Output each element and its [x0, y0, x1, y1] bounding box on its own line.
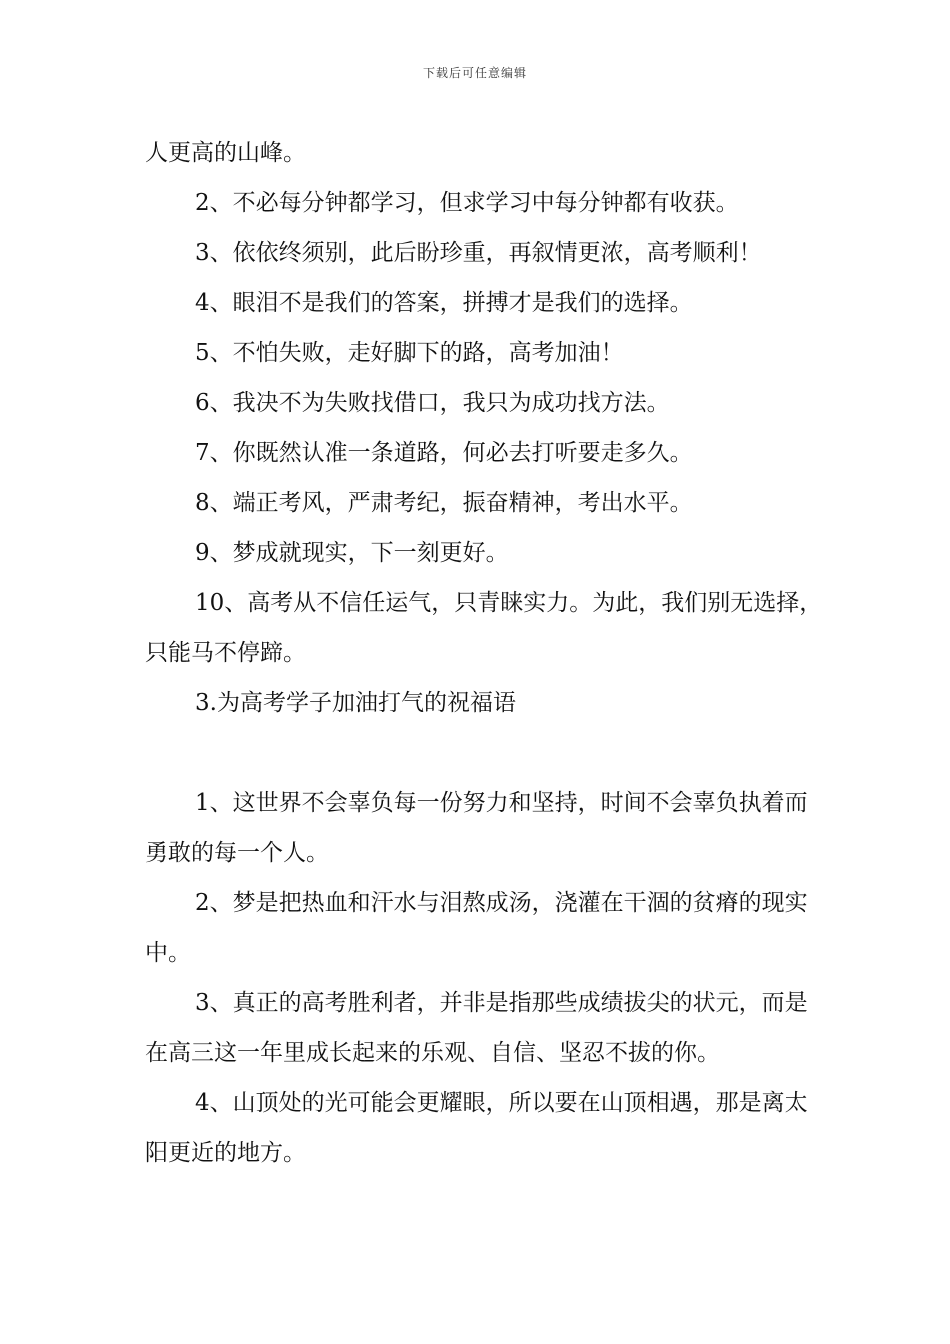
- blank-line: [145, 728, 825, 778]
- paragraph-continuation: 人更高的山峰。: [145, 140, 306, 166]
- list-item: 1、这世界不会辜负每一份努力和坚持，时间不会辜负执着而勇敢的每一个人。: [145, 790, 808, 866]
- list-item: 3、依依终须别，此后盼珍重，再叙情更浓，高考顺利！: [195, 240, 762, 266]
- list-item: 8、端正考风，严肃考纪，振奋精神，考出水平。: [195, 490, 693, 516]
- section-heading: 3.为高考学子加油打气的祝福语: [195, 690, 516, 716]
- page-header: 下载后可任意编辑: [422, 66, 527, 80]
- list-item: 7、你既然认准一条道路，何必去打听要走多久。: [195, 440, 693, 466]
- list-item: 10、高考从不信任运气，只青睐实力。为此，我们别无选择，只能马不停蹄。: [145, 590, 823, 666]
- list-item: 6、我决不为失败找借口，我只为成功找方法。: [195, 390, 670, 416]
- list-item: 3、真正的高考胜利者，并非是指那些成绩拔尖的状元，而是在高三这一年里成长起来的乐观、自信、坚忍不拔的你。: [145, 990, 808, 1066]
- list-item: 2、梦是把热血和汗水与泪熬成汤，浇灌在干涸的贫瘠的现实中。: [145, 890, 808, 966]
- list-item: 4、山顶处的光可能会更耀眼，所以要在山顶相遇，那是离太阳更近的地方。: [145, 1090, 808, 1166]
- document-body: [145, 128, 825, 1178]
- list-item: 9、梦成就现实，下一刻更好。: [195, 540, 509, 566]
- list-item: 5、不怕失败，走好脚下的路，高考加油！: [195, 340, 624, 366]
- list-item: 4、眼泪不是我们的答案，拼搏才是我们的选择。: [195, 290, 693, 316]
- list-item: 2、不必每分钟都学习，但求学习中每分钟都有收获。: [195, 190, 739, 216]
